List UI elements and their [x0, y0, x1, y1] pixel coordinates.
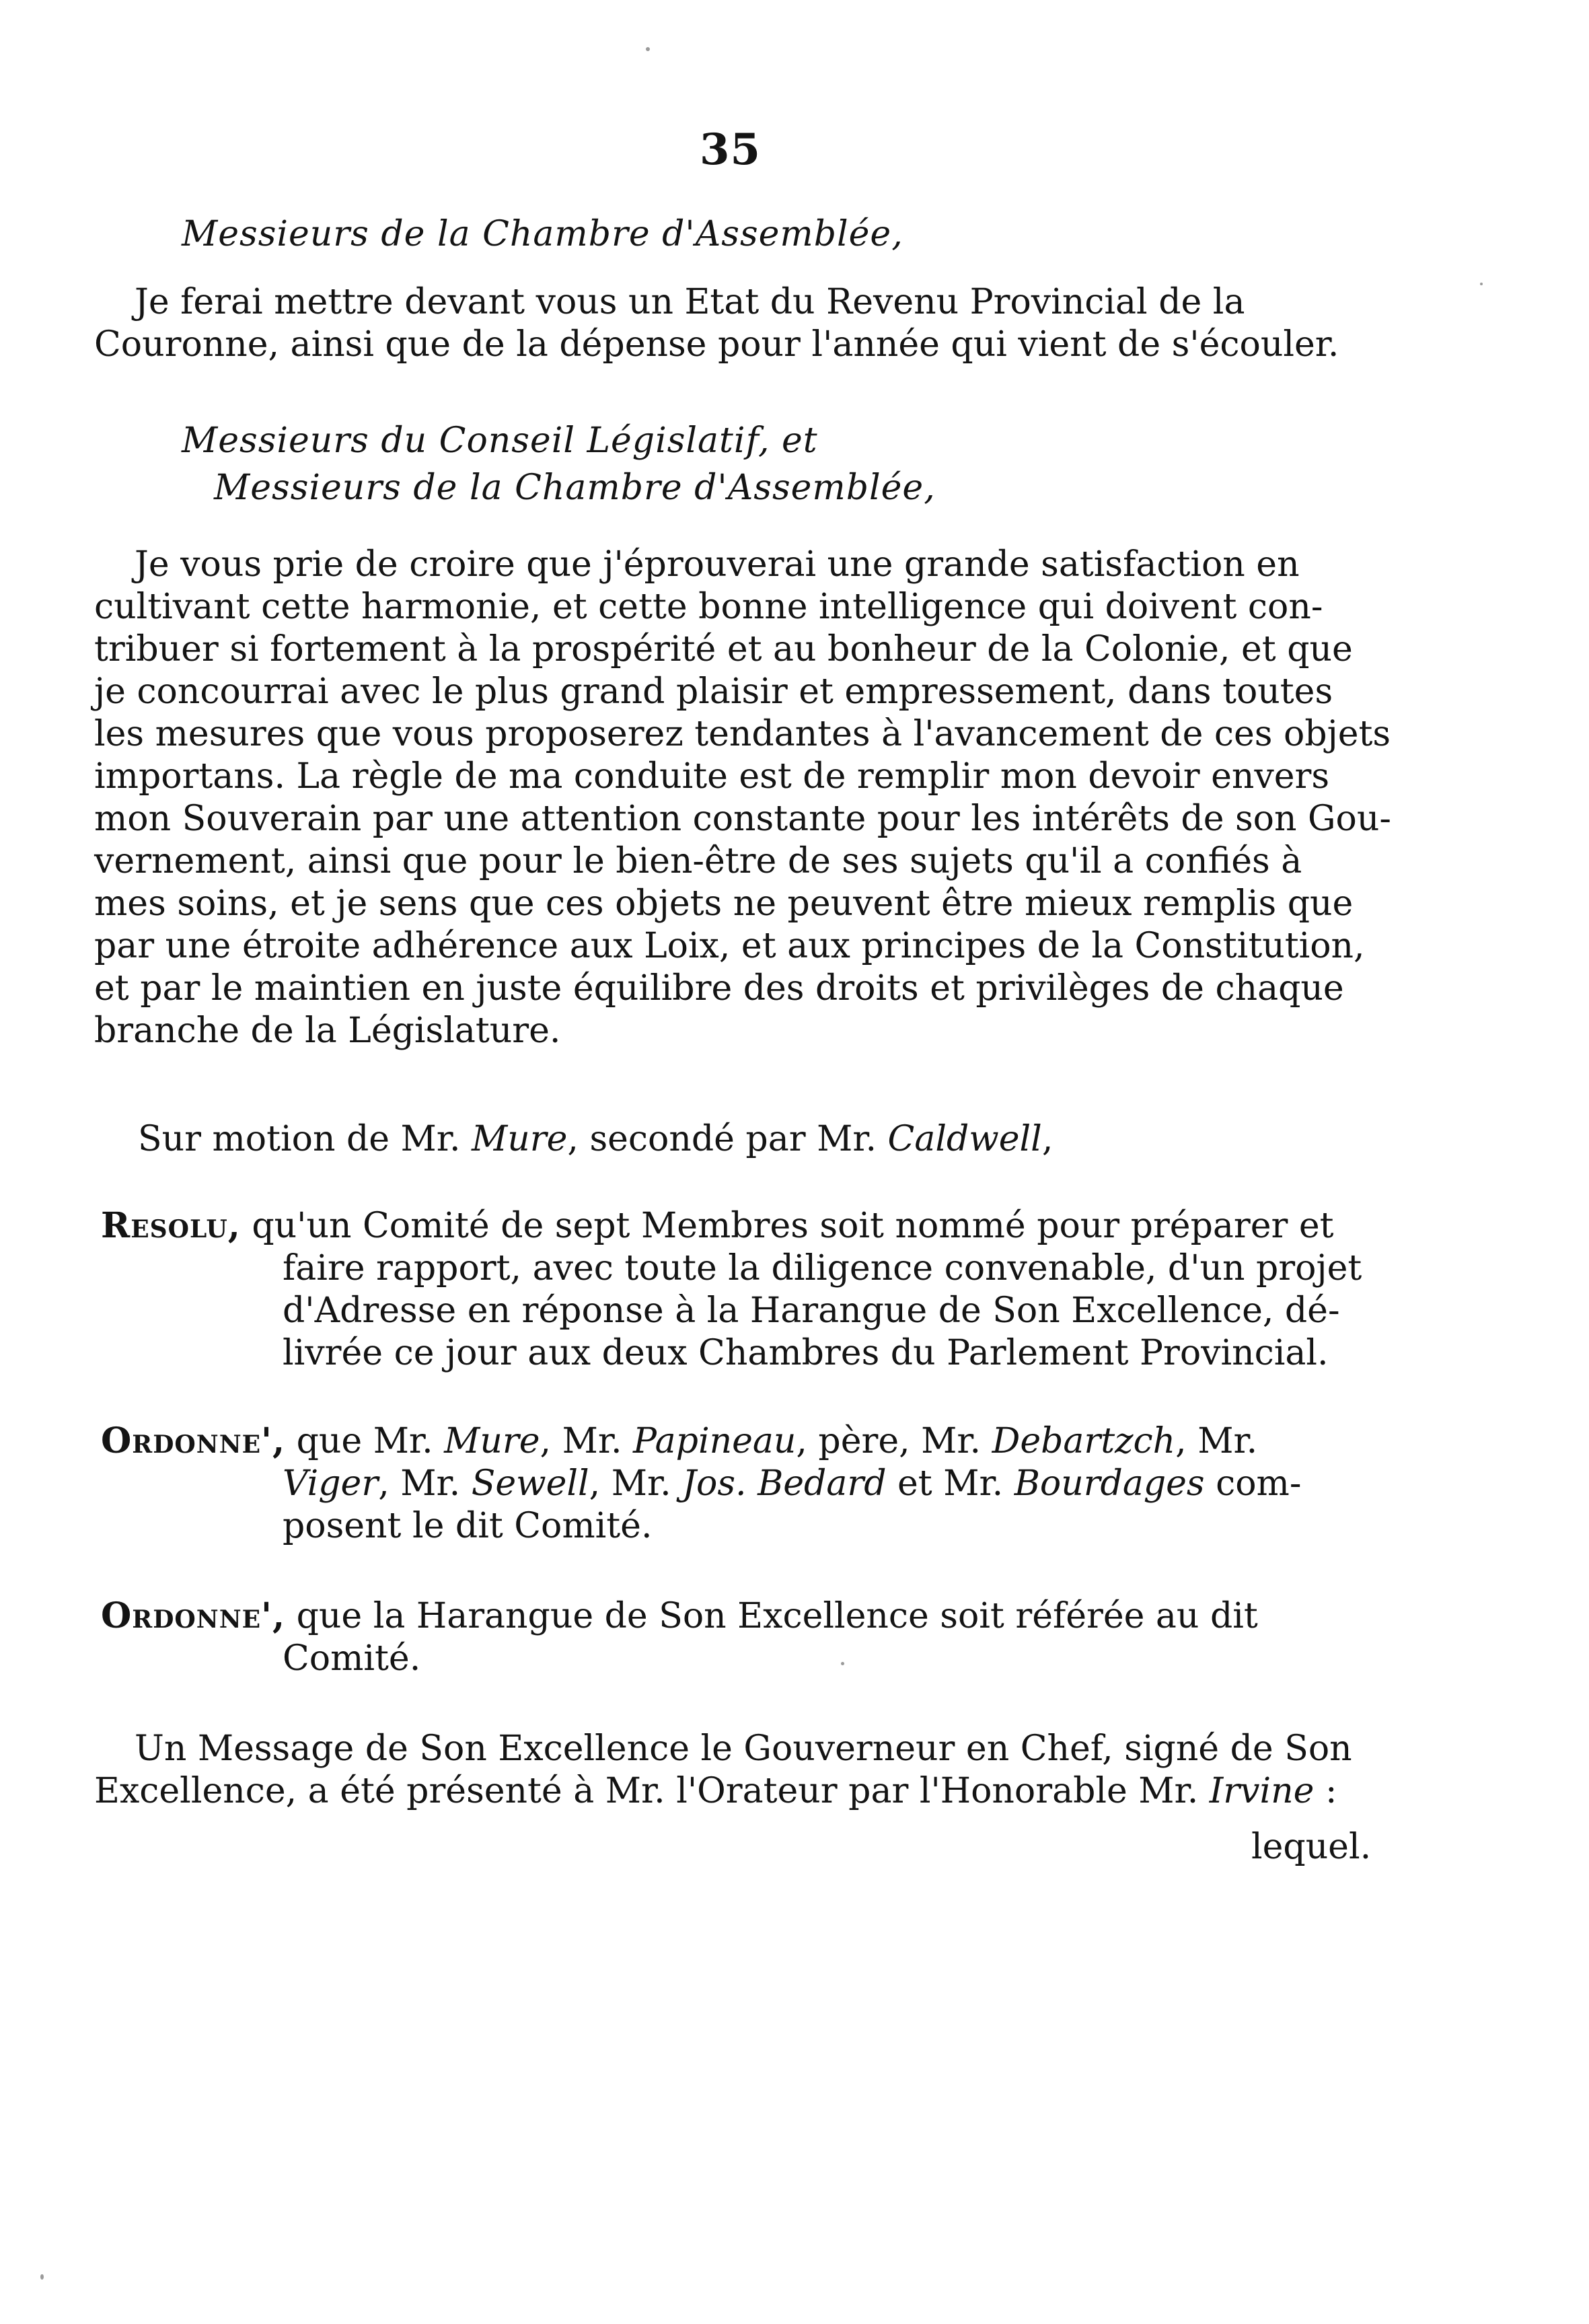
text-line: importans. La règle de ma conduite est de remplir mon devoir envers [94, 756, 1330, 797]
irvine-name: Irvine [1209, 1771, 1315, 1811]
print-speck [646, 47, 650, 51]
member-name: Viger [283, 1463, 379, 1504]
resolu-label: Resolu, [101, 1205, 241, 1246]
text-line: mon Souverain par une attention constante pour les intérêts de son Gou- [94, 799, 1391, 839]
text-line: et par le maintien en juste équilibre des droits et privilèges de chaque [94, 968, 1344, 1009]
text-line: Je vous prie de croire que j'éprouverai une grande satisfaction en [135, 544, 1300, 585]
text-line: Couronne, ainsi que de la dépense pour l'année qui vient de s'écouler. [94, 324, 1339, 365]
text-line: je concourrai avec le plus grand plaisir et empressement, dans toutes [94, 671, 1333, 712]
print-speck [40, 2274, 44, 2280]
mover-name: Mure [472, 1119, 568, 1159]
paragraph-harmony [94, 544, 1413, 1052]
member-name: Debartzch [992, 1421, 1176, 1461]
motion-suffix: , [1041, 1119, 1054, 1159]
text-line: tribuer si fortement à la prospérité et au bonheur de la Colonie, et que [94, 629, 1353, 669]
member-name: Mure [444, 1421, 540, 1461]
text-line: posent le dit Comité. [283, 1506, 653, 1546]
motion-middle: , secondé par Mr. [567, 1119, 888, 1159]
member-name: Jos. Bedard [682, 1463, 887, 1504]
text-line: cultivant cette harmonie, et cette bonne intelligence qui doivent con- [94, 587, 1323, 627]
catchword: lequel. [1251, 1827, 1372, 1867]
salutation-assembly-2: Messieurs de la Chambre d'Assemblée, [214, 468, 936, 508]
salutation-assembly: Messieurs de la Chambre d'Assemblée, [182, 214, 903, 254]
ordonne-label: Ordonne', [101, 1595, 286, 1636]
seconder-name: Caldwell [887, 1119, 1042, 1159]
resolution-ordonne-committee: Ordonne', que Mr. Mure, Mr. Papineau, père, Mr. Debartzch, Mr. Viger, Mr. Sewell, Mr. Jos. Bedard et Mr. Bourdages com- posent le dit Comité. [101, 1420, 1413, 1548]
text-line: mes soins, et je sens que ces objets ne peuvent être mieux remplis que [94, 883, 1354, 924]
page-number: 35 [700, 124, 762, 175]
text-line: Comité. [283, 1638, 421, 1679]
member-name: Papineau [633, 1421, 797, 1461]
ordonne-label: Ordonne', [101, 1420, 286, 1461]
text-line: Un Message de Son Excellence le Gouverneur en Chef, signé de Son [135, 1729, 1352, 1769]
motion-line [138, 1118, 1349, 1161]
text-line: par une étroite adhérence aux Loix, et aux principes de la Constitution, [94, 926, 1365, 966]
print-speck [841, 1662, 844, 1665]
member-name: Bourdages [1014, 1463, 1205, 1504]
text-line: qu'un Comité de sept Membres soit nommé pour préparer et [252, 1206, 1334, 1246]
resolution-resolu [101, 1204, 1413, 1375]
salutation-council: Messieurs du Conseil Législatif, et [182, 421, 818, 461]
text-line: d'Adresse en réponse à la Harangue de Son Excellence, dé- [283, 1291, 1340, 1331]
text-line: branche de la Législature. [94, 1011, 561, 1051]
motion-prefix: Sur motion de Mr. [138, 1119, 472, 1159]
text-line: Je ferai mettre devant vous un Etat du Revenu Provincial de la [135, 282, 1245, 322]
text-line: livrée ce jour aux deux Chambres du Parlement Provincial. [283, 1333, 1329, 1373]
paragraph-message: Un Message de Son Excellence le Gouverneur en Chef, signé de Son Excellence, a été présenté à Mr. l'Orateur par l'Honorable Mr. Irvine : [94, 1728, 1413, 1813]
resolution-ordonne-referral [101, 1595, 1413, 1680]
member-name: Sewell [471, 1463, 589, 1504]
print-speck [1480, 283, 1483, 285]
text-line: les mesures que vous proposerez tendantes à l'avancement de ces objets [94, 714, 1391, 754]
paragraph-revenue [94, 281, 1413, 366]
text-line: vernement, ainsi que pour le bien-être de ses sujets qu'il a confiés à [94, 841, 1302, 881]
text-line: que la Harangue de Son Excellence soit référée au dit [285, 1596, 1258, 1636]
text-line: faire rapport, avec toute la diligence convenable, d'un projet [283, 1248, 1362, 1288]
